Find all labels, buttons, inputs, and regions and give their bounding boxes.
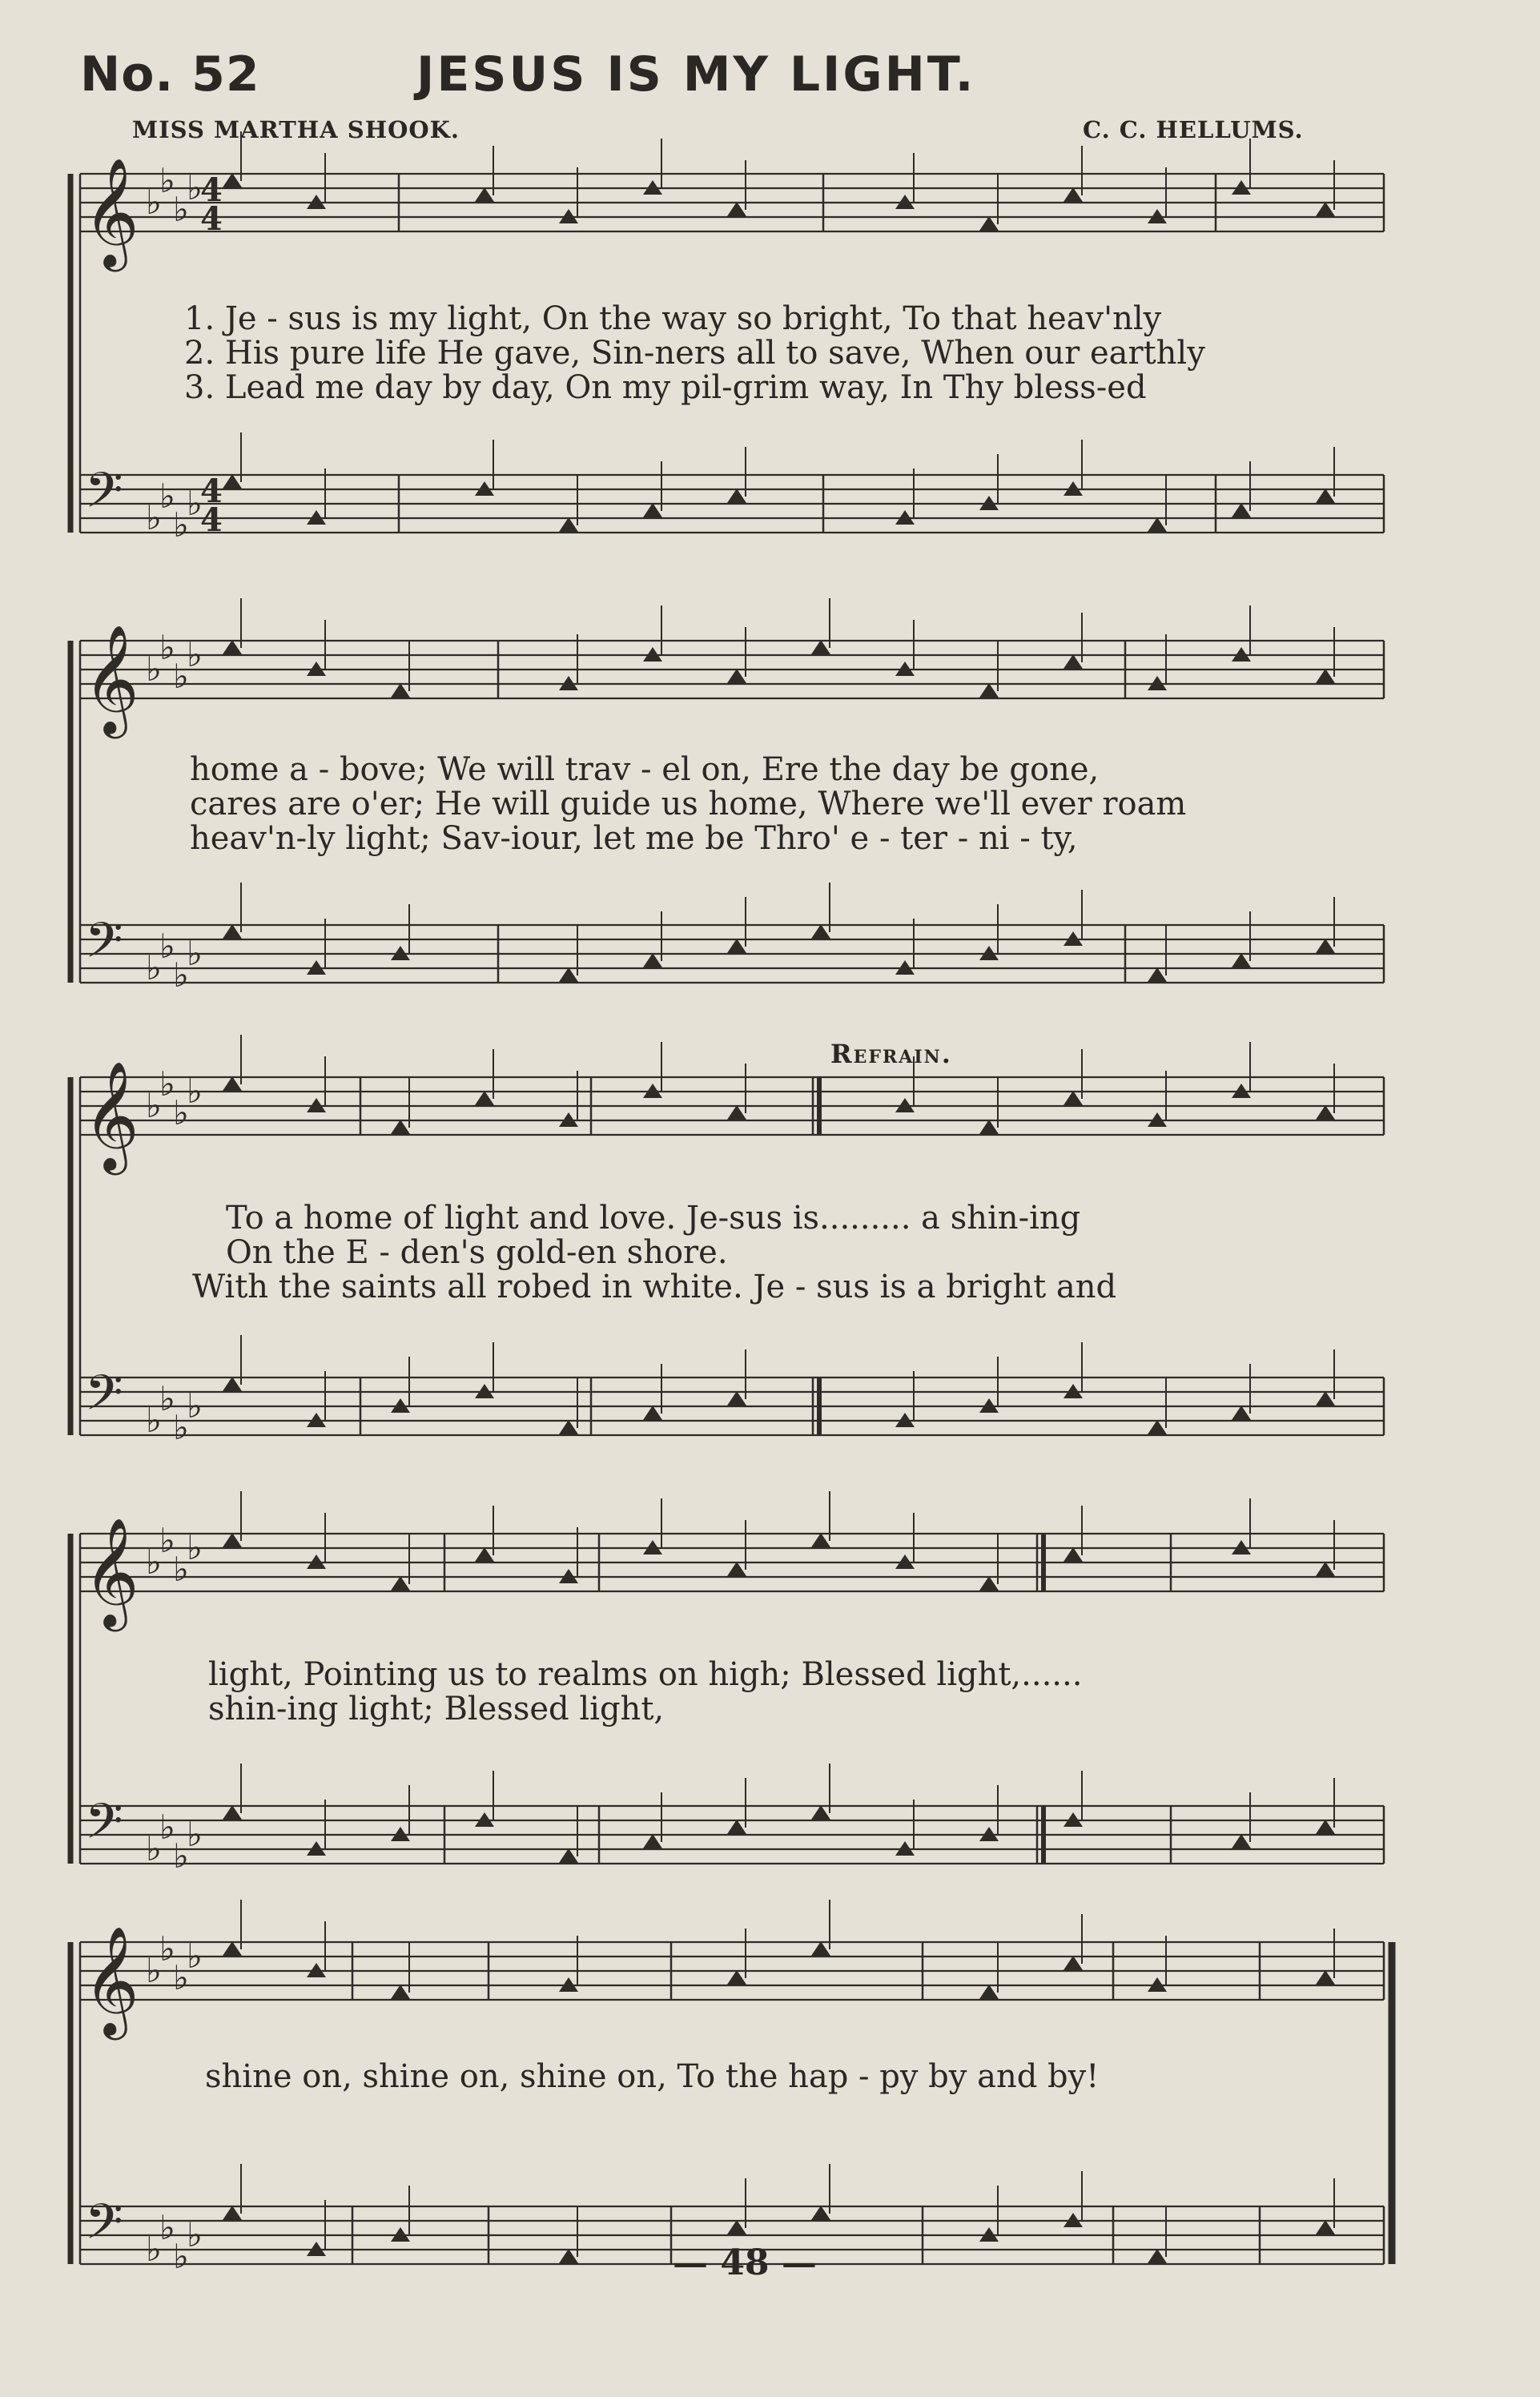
flat-sign-icon: ♭ [187, 934, 203, 973]
composer-credit: C. C. HELLUMS. [1083, 116, 1304, 143]
note-head [223, 640, 242, 654]
bass-clef-icon: 𝄢 [85, 912, 123, 981]
note-head [727, 202, 746, 216]
flat-sign-icon: ♭ [173, 1093, 189, 1132]
note-head [391, 683, 410, 698]
lyric-line: light, Pointing us to realms on high; Blessed light,...... [208, 1656, 1083, 1693]
lyric-line: cares are o'er; He will guide us home, Where we'll ever roam [190, 786, 1187, 822]
note-head [727, 939, 746, 953]
note-head [727, 1820, 746, 1834]
note-head [223, 2206, 242, 2220]
flat-sign-icon: ♭ [173, 1958, 189, 1997]
flat-sign-icon: ♭ [159, 1379, 175, 1418]
time-signature-bottom: 4 [200, 501, 223, 539]
note-head [727, 1970, 746, 1985]
flat-sign-icon: ♭ [159, 628, 175, 667]
note-head [223, 1533, 242, 1547]
note-head [559, 1420, 578, 1434]
lyric-line: heav'n-ly light; Sav-iour, let me be Thro' e - ter - ni - ty, [190, 820, 1078, 857]
note-head [559, 1848, 578, 1863]
flat-sign-icon: ♭ [173, 1408, 189, 1447]
note-head [979, 683, 999, 698]
flat-sign-icon: ♭ [146, 183, 162, 222]
treble-clef-icon: 𝄞 [83, 1060, 139, 1170]
flat-sign-icon: ♭ [173, 657, 189, 696]
note-head [811, 1533, 830, 1547]
note-head [643, 503, 662, 517]
flat-sign-icon: ♭ [146, 650, 162, 689]
note-head [811, 1941, 830, 1956]
flat-sign-icon: ♭ [173, 1836, 189, 1876]
note-head [727, 2220, 746, 2234]
flat-sign-icon: ♭ [159, 1064, 175, 1104]
flat-sign-icon: ♭ [146, 1829, 162, 1868]
flat-sign-icon: ♭ [146, 1542, 162, 1582]
bass-clef-icon: 𝄢 [85, 1793, 123, 1862]
note-head [1148, 517, 1167, 532]
flat-sign-icon: ♭ [146, 1401, 162, 1440]
note-head [1316, 939, 1335, 953]
flat-sign-icon: ♭ [159, 1808, 175, 1847]
treble-clef-icon: 𝄞 [83, 623, 139, 734]
note-head [643, 1834, 662, 1848]
note-head [1232, 503, 1251, 517]
note-head [223, 924, 242, 939]
page-number: — 48 — [673, 2242, 817, 2283]
flat-sign-icon: ♭ [187, 1386, 203, 1426]
lyric-line: To a home of light and love. Je-sus is......... a shin-ing [226, 1200, 1081, 1237]
note-head [559, 967, 578, 982]
lyric-line: 2. His pure life He gave, Sin-ners all to save, When our earthly [184, 335, 1205, 372]
note-head [223, 1941, 242, 1956]
flat-sign-icon: ♭ [187, 1072, 203, 1111]
flat-sign-icon: ♭ [173, 955, 189, 995]
note-head [643, 953, 662, 967]
flat-sign-icon: ♭ [159, 477, 175, 516]
flat-sign-icon: ♭ [159, 1521, 175, 1560]
note-head [1064, 1091, 1083, 1105]
lyric-line: shin-ing light; Blessed light, [208, 1691, 665, 1727]
note-head [1232, 1406, 1251, 1420]
flat-sign-icon: ♭ [173, 190, 189, 229]
flat-sign-icon: ♭ [159, 161, 175, 200]
lyric-line: shine on, shine on, shine on, To the hap - py by and by! [205, 2058, 1100, 2095]
flat-sign-icon: ♭ [159, 2208, 175, 2247]
note-head [391, 1985, 410, 1999]
bass-clef-icon: 𝄢 [85, 1365, 123, 1434]
note-head [1232, 953, 1251, 967]
note-head [727, 1562, 746, 1576]
flat-sign-icon: ♭ [187, 168, 203, 207]
note-head [1232, 1834, 1251, 1848]
note-head [979, 1120, 999, 1134]
lyric-line: 3. Lead me day by day, On my pil-grim way, In Thy bless-ed [184, 369, 1147, 406]
note-head [1064, 1547, 1083, 1562]
note-head [223, 1377, 242, 1391]
time-signature-bottom: 4 [200, 200, 223, 238]
flat-sign-icon: ♭ [187, 635, 203, 674]
note-head [1316, 669, 1335, 683]
note-head [1064, 1956, 1083, 1970]
treble-clef-icon: 𝄞 [83, 1516, 139, 1627]
note-head [1316, 1391, 1335, 1406]
flat-sign-icon: ♭ [159, 1929, 175, 1969]
flat-sign-icon: ♭ [159, 927, 175, 966]
note-head [811, 640, 830, 654]
note-head [643, 1406, 662, 1420]
flat-sign-icon: ♭ [173, 505, 189, 545]
lyric-line: home a - bove; We will trav - el on, Ere the day be gone, [190, 751, 1100, 788]
flat-sign-icon: ♭ [146, 1086, 162, 1125]
flat-sign-icon: ♭ [187, 1528, 203, 1567]
note-head [1148, 967, 1167, 982]
note-head [559, 517, 578, 532]
note-head [1148, 2249, 1167, 2263]
flat-sign-icon: ♭ [146, 948, 162, 987]
note-head [727, 489, 746, 503]
time-signature-top: 4 [200, 473, 223, 510]
note-head [979, 1985, 999, 1999]
note-head [223, 173, 242, 187]
flat-sign-icon: ♭ [187, 1815, 203, 1854]
note-head [1316, 202, 1335, 216]
note-head [391, 1120, 410, 1134]
note-head [475, 1091, 494, 1105]
flat-sign-icon: ♭ [146, 2230, 162, 2269]
note-head [811, 924, 830, 939]
lyric-line: 1. Je - sus is my light, On the way so bright, To that heav'nly [184, 300, 1162, 337]
hymn-number: No. 52 [80, 46, 260, 103]
note-head [1316, 1820, 1335, 1834]
note-head [223, 1805, 242, 1820]
note-head [1148, 1420, 1167, 1434]
note-head [475, 187, 494, 202]
note-head [1316, 489, 1335, 503]
note-head [475, 1547, 494, 1562]
note-head [811, 2206, 830, 2220]
note-head [1064, 187, 1083, 202]
flat-sign-icon: ♭ [173, 2237, 189, 2276]
flat-sign-icon: ♭ [187, 484, 203, 523]
note-head [1064, 654, 1083, 669]
note-head [979, 1576, 999, 1591]
time-signature-top: 4 [200, 171, 223, 209]
note-head [727, 1391, 746, 1406]
bass-clef-icon: 𝄢 [85, 2194, 123, 2262]
note-head [1316, 1970, 1335, 1985]
flat-sign-icon: ♭ [173, 1550, 189, 1589]
note-head [223, 1076, 242, 1091]
note-head [979, 216, 999, 231]
flat-sign-icon: ♭ [187, 1937, 203, 1976]
note-head [1316, 1562, 1335, 1576]
note-head [811, 1805, 830, 1820]
lyricist-credit: MISS MARTHA SHOOK. [132, 116, 460, 143]
note-head [727, 1105, 746, 1120]
treble-clef-icon: 𝄞 [83, 1924, 139, 2035]
bass-clef-icon: 𝄢 [85, 462, 123, 531]
note-head [1316, 2220, 1335, 2234]
refrain-label: Refrain. [830, 1039, 952, 1069]
flat-sign-icon: ♭ [146, 498, 162, 537]
treble-clef-icon: 𝄞 [83, 156, 139, 267]
note-head [559, 2249, 578, 2263]
note-head [223, 474, 242, 489]
lyric-line: On the E - den's gold-en shore. [226, 1234, 728, 1271]
flat-sign-icon: ♭ [187, 2215, 203, 2254]
note-head [727, 669, 746, 683]
flat-sign-icon: ♭ [146, 1951, 162, 1990]
lyric-line: With the saints all robed in white. Je - sus is a bright and [192, 1269, 1117, 1305]
note-head [1316, 1105, 1335, 1120]
note-head [391, 1576, 410, 1591]
hymn-title: JESUS IS MY LIGHT. [416, 46, 976, 103]
